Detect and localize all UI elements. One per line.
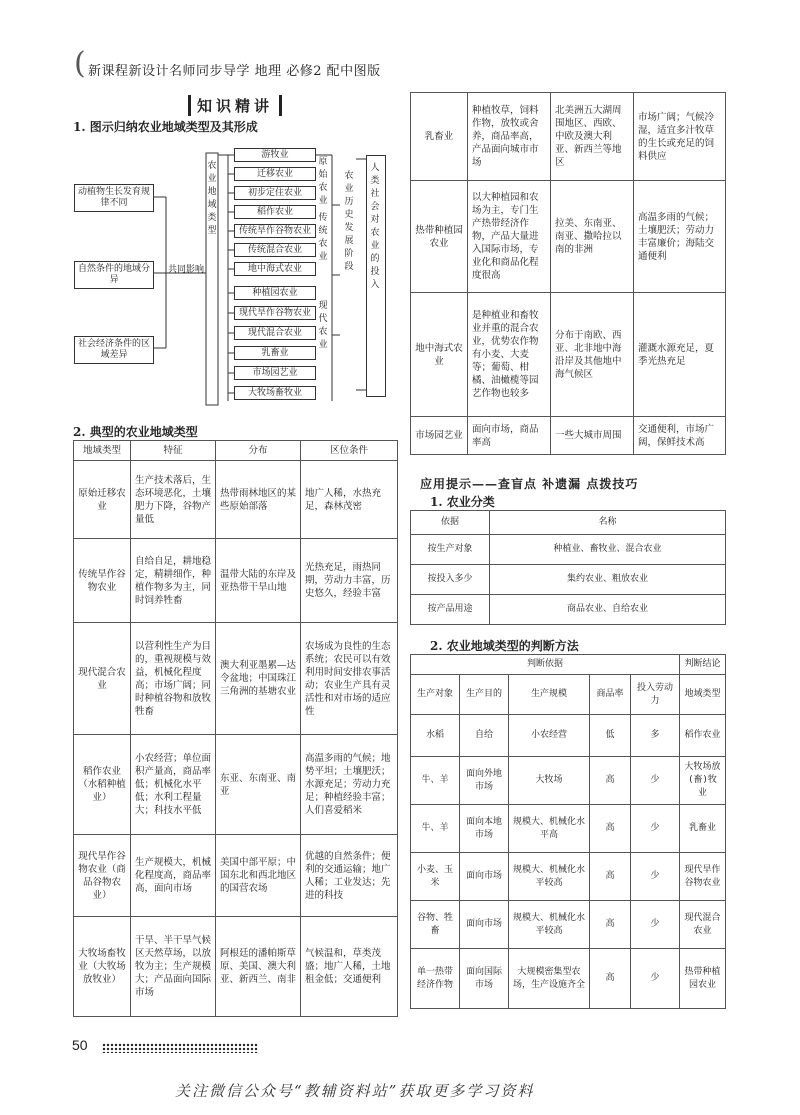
table-cell: 大规模密集型农场，生产设施齐全 [509, 949, 590, 1009]
table-cell: 市场广阔；气候冷湿，适宜多汁牧草的生长或充足的饲料供应 [634, 93, 726, 181]
classify-table [410, 510, 726, 625]
table-cell: 规模大、机械化水平较高 [509, 853, 590, 901]
table-cell: 小农经营 [509, 715, 590, 757]
type-box: 传统混合农业 [234, 243, 316, 257]
type-box: 种植园农业 [234, 286, 316, 300]
table-row [411, 181, 726, 293]
table-cell: 按投入多少 [411, 565, 490, 595]
table-cell: 高温多雨的气候；土壤肥沃；劳动力丰富廉价；海陆交通便利 [634, 181, 726, 293]
table-cell: 面向市场 [460, 853, 509, 901]
table-cell: 干旱、半干旱气候区天然草场，以放牧为主；生产规模大；产品面向国际市场 [131, 917, 216, 1017]
table-cell: 按产品用途 [411, 595, 490, 625]
table-row [74, 461, 398, 539]
table-cell: 北美洲五大湖周围地区、西欧、中欧及澳大利亚、新西兰等地区 [551, 93, 634, 181]
table-header-cell: 判断依据 [411, 655, 680, 675]
table-cell: 美国中部平原；中国东北和西北地区的国营农场 [216, 835, 301, 917]
table-header-cell: 生产对象 [411, 675, 460, 715]
table-header-cell: 判断结论 [680, 655, 726, 675]
table-header-cell: 特征 [131, 441, 216, 461]
table-cell: 现代混合农业 [74, 623, 131, 735]
type-box: 迁移农业 [234, 167, 316, 181]
table-cell: 阿根廷的潘帕斯草原、美国、澳大利亚、新西兰、南非 [216, 917, 301, 1017]
table-cell: 生产规模大，机械化程度高，商品率高，面向市场 [131, 835, 216, 917]
table-row [411, 901, 726, 949]
factor-box: 动植物生长发育规律不同 [74, 184, 154, 212]
table-cell: 农场成为良性的生态系统；农民可以有效利用时间安排农事活动；农业生产具有灵活性和对市场的适应性 [301, 623, 398, 735]
table-cell: 高 [590, 901, 631, 949]
section-title: 知识精讲 [188, 95, 282, 116]
table-cell: 现代混合农业 [680, 901, 726, 949]
table-cell: 一些大城市周围 [551, 417, 634, 455]
modern-label: 现代农业 [318, 301, 328, 350]
table-cell: 气候温和，草类茂盛；地广人稀，土地租金低；交通便利 [301, 917, 398, 1017]
page-number-bar [72, 1037, 260, 1055]
table-row [411, 853, 726, 901]
table-cell: 热带种植园农业 [411, 181, 468, 293]
type-box: 市场园艺业 [234, 366, 316, 380]
table-cell: 东亚、东南亚、南亚 [216, 735, 301, 835]
footer-note: 关注微信公众号“教辅资料站”获取更多学习资料 [175, 1082, 535, 1100]
table-row [74, 917, 398, 1017]
factor-box: 社会经济条件的区域差异 [74, 336, 154, 364]
table-cell: 拉美、东南亚、南亚、撒哈拉以南的非洲 [551, 181, 634, 293]
table-cell: 分布于南欧、西亚、北非地中海沿岸及其他地中海气候区 [551, 293, 634, 417]
table-cell: 高 [590, 757, 631, 805]
type-box: 乳畜业 [234, 346, 316, 360]
table-cell: 原始迁移农业 [74, 461, 131, 539]
table-cell: 商品农业、自给农业 [490, 595, 726, 625]
table-cell: 大牧场 [509, 757, 590, 805]
type-box: 稻作农业 [234, 205, 316, 219]
table-cell: 面向市场 [460, 901, 509, 949]
table-cell: 少 [631, 949, 680, 1009]
table-row [411, 757, 726, 805]
tips-title: 应用提示——查盲点 补遗漏 点拨技巧 [420, 477, 639, 491]
table-cell: 高 [590, 853, 631, 901]
table-cell: 现代旱作谷物农业 [680, 853, 726, 901]
table-row [411, 949, 726, 1009]
table-cell: 牛、羊 [411, 805, 460, 853]
type-box: 地中海式农业 [234, 262, 316, 276]
table-row [411, 535, 726, 565]
table-cell: 谷物、牲畜 [411, 901, 460, 949]
table-row [74, 735, 398, 835]
table-header-cell: 区位条件 [301, 441, 398, 461]
table-cell: 是种植业和畜牧业并重的混合农业，优势农作物有小麦、大麦等；葡萄、柑橘、油橄榄等园艺作物也较多 [468, 293, 551, 417]
table-cell: 澳大利亚墨累—达令盆地；中国珠江三角洲的基塘农业 [216, 623, 301, 735]
table-cell: 种植牧草，饲料作物，放牧或舍养，商品率高，产品面向城市市场 [468, 93, 551, 181]
table-header-row [411, 675, 726, 715]
dotted-decoration [102, 1043, 258, 1053]
table-cell: 大牧场放(畜)牧业 [680, 757, 726, 805]
table-header-cell: 地域类型 [74, 441, 131, 461]
classify-heading: 1. 农业分类 [430, 495, 495, 509]
table-cell: 高 [590, 949, 631, 1009]
header-title: 新课程新设计名师同步导学 地理 必修2 配中图版 [88, 64, 381, 79]
table-row [74, 835, 398, 917]
diagram-heading: 1. 图示归纳农业地域类型及其形成 [73, 120, 258, 134]
table-header-cell: 分布 [216, 441, 301, 461]
table-cell: 单一热带经济作物 [411, 949, 460, 1009]
table-cell: 以营利性生产为目的，重视规模与效益，机械化程度高；市场广阔；同时种植谷物和放牧牲畜 [131, 623, 216, 735]
table-cell: 面向国际市场 [460, 949, 509, 1009]
table-header-row [411, 511, 726, 535]
table-cell: 自给 [460, 715, 509, 757]
table-row [411, 293, 726, 417]
table-cell: 集约农业、粗放农业 [490, 565, 726, 595]
table-cell: 少 [631, 901, 680, 949]
table-cell: 面向本地市场 [460, 805, 509, 853]
agri-types-table [73, 440, 398, 1017]
type-box: 初步定住农业 [234, 186, 316, 200]
table-cell: 现代旱作谷物农业（商品谷物农业） [74, 835, 131, 917]
type-box: 现代旱作谷物农业 [234, 306, 316, 320]
table-cell: 市场园艺业 [411, 417, 468, 455]
type-box: 游牧业 [234, 148, 316, 162]
table-cell: 灌溉水源充足，夏季光热充足 [634, 293, 726, 417]
table-cell: 规模大、机械化水平较高 [509, 901, 590, 949]
judge-table [410, 654, 726, 1009]
table-cell: 高温多雨的气候；地势平坦；土壤肥沃；水源充足；劳动力充足；种植经验丰富；人们喜爱稻米 [301, 735, 398, 835]
table-header-cell: 生产规模 [509, 675, 590, 715]
traditional-label: 传统农业 [318, 213, 328, 262]
table-header-cell: 依据 [411, 511, 490, 535]
type-box: 传统旱作谷物农业 [234, 224, 316, 238]
table-cell: 面向市场，商品率高 [468, 417, 551, 455]
table-cell: 小农经营；单位面积产量高，商品率低；机械化水平低；水利工程量大；科技水平低 [131, 735, 216, 835]
table-row [411, 805, 726, 853]
table-cell: 乳畜业 [411, 93, 468, 181]
table-row [411, 715, 726, 757]
table-cell: 按生产对象 [411, 535, 490, 565]
table-cell: 传统旱作谷物农业 [74, 539, 131, 623]
table-row [411, 595, 726, 625]
page-number: 50 [72, 1037, 88, 1053]
table-cell: 小麦、玉米 [411, 853, 460, 901]
table-header-cell: 名称 [490, 511, 726, 535]
table-cell: 少 [631, 757, 680, 805]
factor-box: 自然条件的地域分异 [74, 261, 154, 289]
table-cell: 面向外地市场 [460, 757, 509, 805]
table-cell: 大牧场畜牧业（大牧场放牧业） [74, 917, 131, 1017]
table-cell: 牛、羊 [411, 757, 460, 805]
type-box: 现代混合农业 [234, 326, 316, 340]
table-row [74, 539, 398, 623]
table-row [411, 417, 726, 455]
table-cell: 乳畜业 [680, 805, 726, 853]
table-cell: 种植业、畜牧业、混合农业 [490, 535, 726, 565]
agri-types-table-continued [410, 92, 726, 455]
table-cell: 地广人稀，水热充足，森林茂密 [301, 461, 398, 539]
table-cell: 交通便利，市场广阔，保鲜技术高 [634, 417, 726, 455]
table-cell: 少 [631, 853, 680, 901]
table-cell: 温带大陆的东岸及亚热带干旱山地 [216, 539, 301, 623]
judge-heading: 2. 农业地域类型的判断方法 [430, 639, 579, 653]
table-header-cell: 生产目的 [460, 675, 509, 715]
table-cell: 稻作农业 [680, 715, 726, 757]
table-cell: 低 [590, 715, 631, 757]
table1-heading: 2. 典型的农业地域类型 [73, 425, 198, 439]
table-header-row [74, 441, 398, 461]
table-cell: 优越的自然条件；便利的交通运输；地广人稀；工业发达；先进的科技 [301, 835, 398, 917]
table-cell: 生产技术落后，生态环境恶化，土壤肥力下降，谷物产量低 [131, 461, 216, 539]
common-influence-label: 共同影响 [167, 265, 204, 275]
table-cell: 自给自足，耕地稳定，精耕细作，种植作物多为主，同时饲养牲畜 [131, 539, 216, 623]
table-cell: 水稻 [411, 715, 460, 757]
table-cell: 热带种植园农业 [680, 949, 726, 1009]
table-cell: 规模大、机械化水平高 [509, 805, 590, 853]
type-box: 大牧场畜牧业 [234, 386, 316, 400]
table-cell: 光热充足，雨热同期，劳动力丰富，历史悠久，经验丰富 [301, 539, 398, 623]
table-cell: 地中海式农业 [411, 293, 468, 417]
header-bracket-icon: ( [74, 46, 86, 81]
table-cell: 以大种植园和农场为主，专门生产热带经济作物，产品大量进入国际市场，专业化和商品化程度很高 [468, 181, 551, 293]
table-header-cell: 地域类型 [680, 675, 726, 715]
table-group-header-row [411, 655, 726, 675]
table-header-cell: 商品率 [590, 675, 631, 715]
history-label: 农业历史发展阶段 [344, 171, 354, 272]
types-vertical-label: 农业地域类型 [207, 161, 217, 236]
table-header-cell: 投入劳动力 [631, 675, 680, 715]
table-row [74, 623, 398, 735]
table-cell: 热带雨林地区的某些原始部落 [216, 461, 301, 539]
table-cell: 稻作农业（水稻种植业） [74, 735, 131, 835]
table-row [411, 565, 726, 595]
table-cell: 少 [631, 805, 680, 853]
table-cell: 高 [590, 805, 631, 853]
table-cell: 多 [631, 715, 680, 757]
society-label: 人类社会对农业的投入 [370, 163, 380, 290]
primitive-label: 原始农业 [318, 157, 328, 206]
table-row [411, 93, 726, 181]
